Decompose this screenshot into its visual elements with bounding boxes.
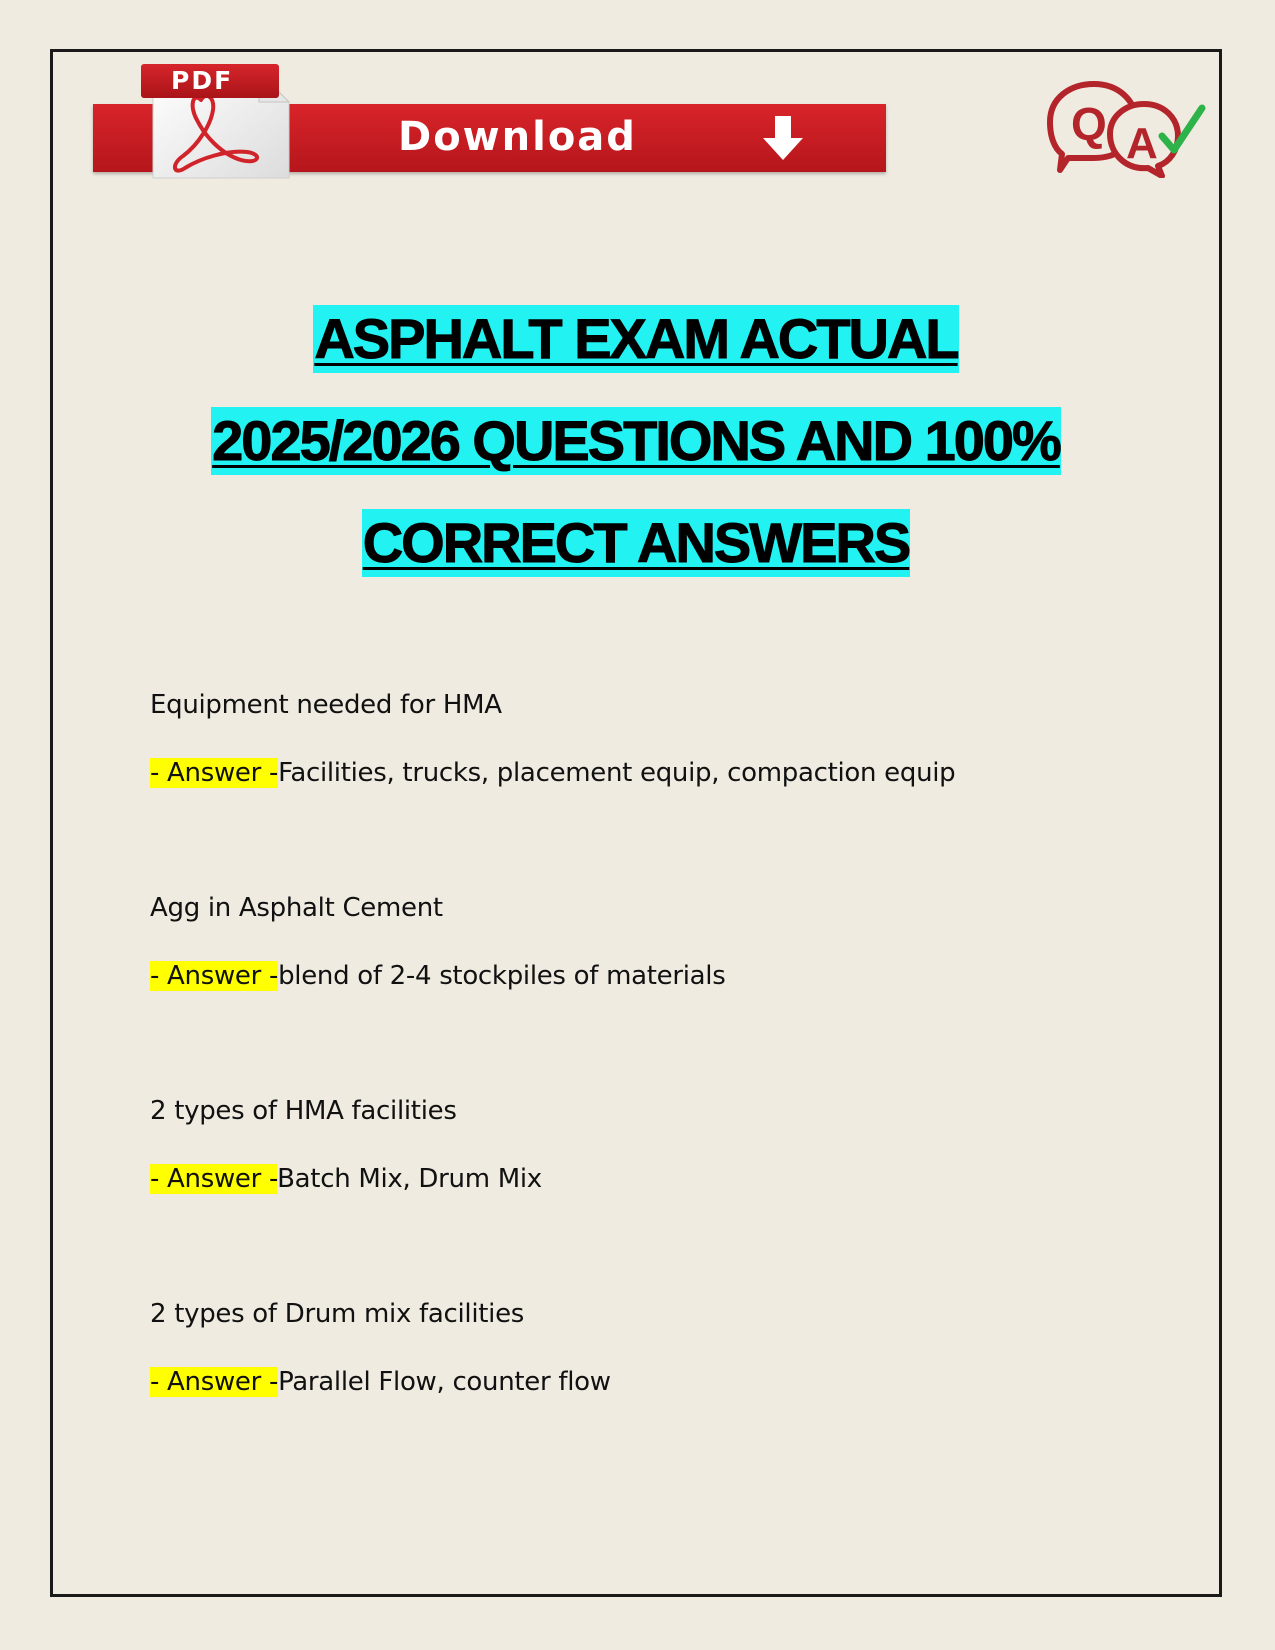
title-line: 2025/2026 QUESTIONS AND 100%	[50, 407, 1222, 509]
question-text: Equipment needed for HMA	[150, 690, 502, 720]
question-text: Agg in Asphalt Cement	[150, 893, 443, 923]
answer-prefix: - Answer -	[150, 758, 279, 788]
qa-item	[150, 891, 1150, 1094]
answer-prefix: - Answer -	[150, 1367, 279, 1397]
document-title	[50, 305, 1222, 611]
answer-line	[150, 1365, 1150, 1399]
qa-item	[150, 1094, 1150, 1297]
answer-prefix: - Answer -	[150, 961, 279, 991]
answer-line	[150, 756, 1150, 790]
pdf-document-icon	[141, 62, 306, 182]
pdf-label: PDF	[171, 66, 234, 95]
answer-text: Parallel Flow, counter flow	[278, 1367, 611, 1397]
logo-a-letter: A	[1126, 119, 1158, 168]
download-arrow-icon[interactable]	[758, 114, 808, 164]
answer-text: Batch Mix, Drum Mix	[277, 1164, 542, 1194]
download-label[interactable]: Download	[398, 114, 637, 160]
question-text: 2 types of Drum mix facilities	[150, 1299, 525, 1329]
qa-item	[150, 688, 1150, 891]
logo-q-letter: Q	[1071, 98, 1107, 150]
title-line: ASPHALT EXAM ACTUAL	[50, 305, 1222, 407]
pdf-tab	[141, 64, 279, 98]
answer-line	[150, 1162, 1150, 1196]
title-line: CORRECT ANSWERS	[50, 509, 1222, 611]
answer-text: Facilities, trucks, placement equip, compaction equip	[278, 758, 956, 788]
pdf-download-banner[interactable]	[93, 62, 886, 182]
answer-prefix: - Answer -	[150, 1164, 278, 1194]
answer-line	[150, 959, 1150, 993]
qa-list	[150, 688, 1150, 1500]
qa-logo-icon	[1040, 78, 1210, 178]
qa-item	[150, 1297, 1150, 1500]
answer-text: blend of 2-4 stockpiles of materials	[278, 961, 726, 991]
question-text: 2 types of HMA facilities	[150, 1096, 457, 1126]
